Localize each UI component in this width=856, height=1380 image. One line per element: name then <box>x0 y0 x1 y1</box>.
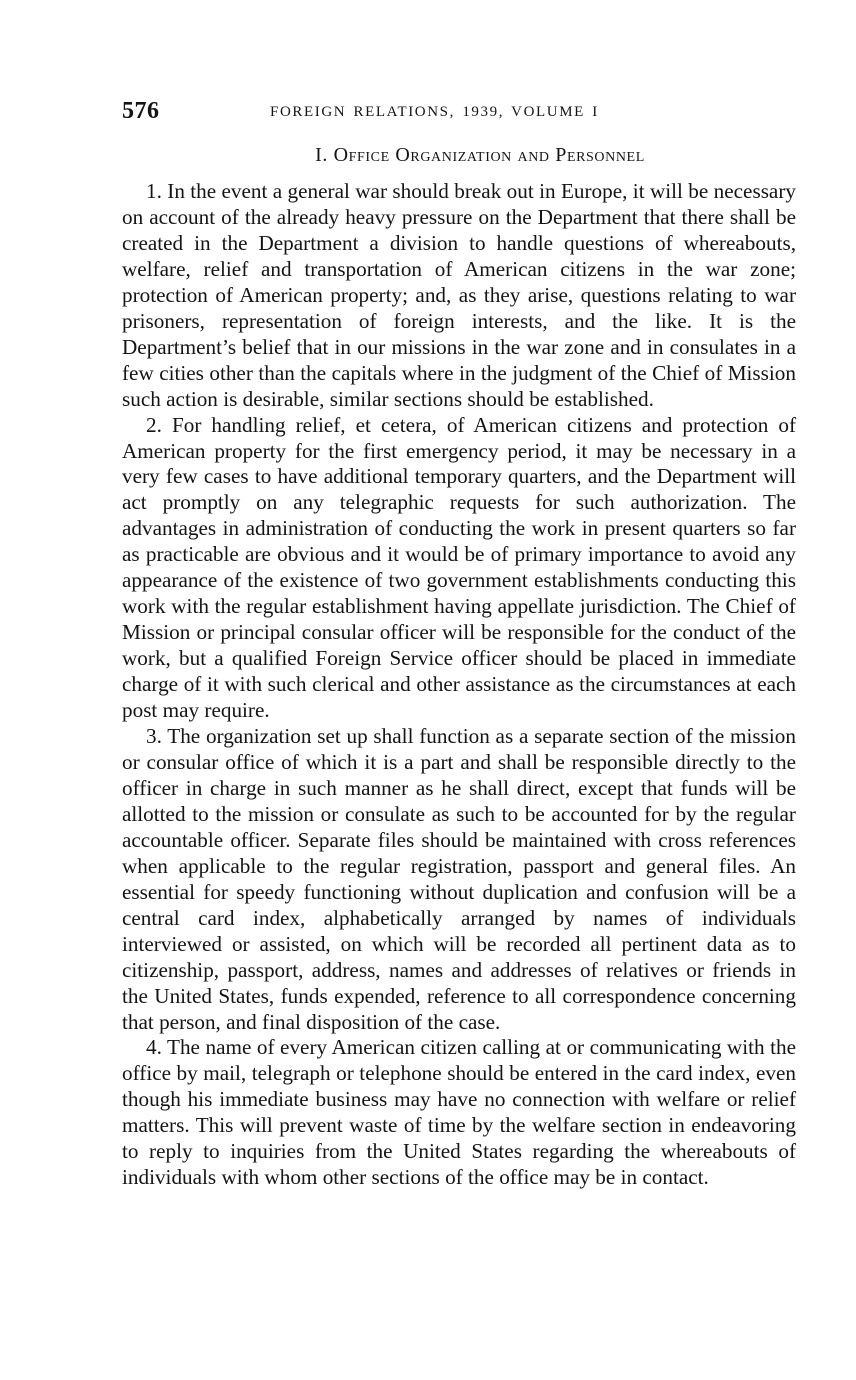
paragraph-3: 3. The organization set up shall function as a separate section of the mission or consular office of which it is a part and shall be responsible directly to the officer in charge in such manner as he shall direct, except that funds will be allotted to the mission or consulate as such to be accounted for by the regular accountable officer. Separate files should be maintained with cross references when applicable to the regular registration, passport and general files. An essential for speedy functioning without duplication and confusion will be a central card index, alphabetically arranged by names of individuals interviewed or assisted, on which will be recorded all pertinent data as to citizenship, passport, address, names and addresses of relatives or friends in the United States, funds expended, reference to all correspondence concerning that person, and final disposition of the case. <box>122 724 796 1034</box>
running-head <box>122 94 796 134</box>
paragraph-4: 4. The name of every American citizen calling at or communicating with the office by mail, telegraph or telephone should be entered in the card index, even though his immediate business may have no connection with welfare or relief matters. This will prevent waste of time by the welfare section in endeavoring to reply to inquiries from the United States regarding the whereabouts of individuals with whom other sections of the office may be in contact. <box>122 1035 796 1190</box>
paragraph-2: 2. For handling relief, et cetera, of American citizens and protection of American property for the first emergency period, it may be necessary in a very few cases to have additional temporary quarters, and the Department will act promptly on any telegraphic requests for such authorization. The advantages in administration of conducting the work in present quarters so far as practicable are obvious and it would be of primary importance to avoid any appearance of the existence of two government establishments conducting this work with the regular establishment having appellate jurisdiction. The Chief of Mission or principal consular officer will be responsible for the conduct of the work, but a qualified Foreign Service officer should be placed in immediate charge of it with such clerical and other assistance as the circumstances at each post may require. <box>122 412 796 723</box>
running-title: FOREIGN RELATIONS, 1939, VOLUME I <box>270 104 599 120</box>
section-heading: I. Office Organization and Personnel <box>315 144 645 166</box>
paragraph-1: 1. In the event a general war should break out in Europe, it will be necessary on account of the already heavy pressure on the Department that there shall be created in the Department a division to handle questions of whereabouts, welfare, relief and transportation of American citizens in the war zone; protection of American property; and, as they arise, questions relating to war prisoners, representation of foreign interests, and the like. It is the Department’s belief that in our missions in the war zone and in consulates in a few cities other than the capitals where in the judgment of the Chief of Mission such action is desirable, similar sections should be established. <box>122 179 796 411</box>
page-number: 576 <box>122 98 160 124</box>
document-page <box>122 94 796 1191</box>
body-text <box>122 179 796 1191</box>
